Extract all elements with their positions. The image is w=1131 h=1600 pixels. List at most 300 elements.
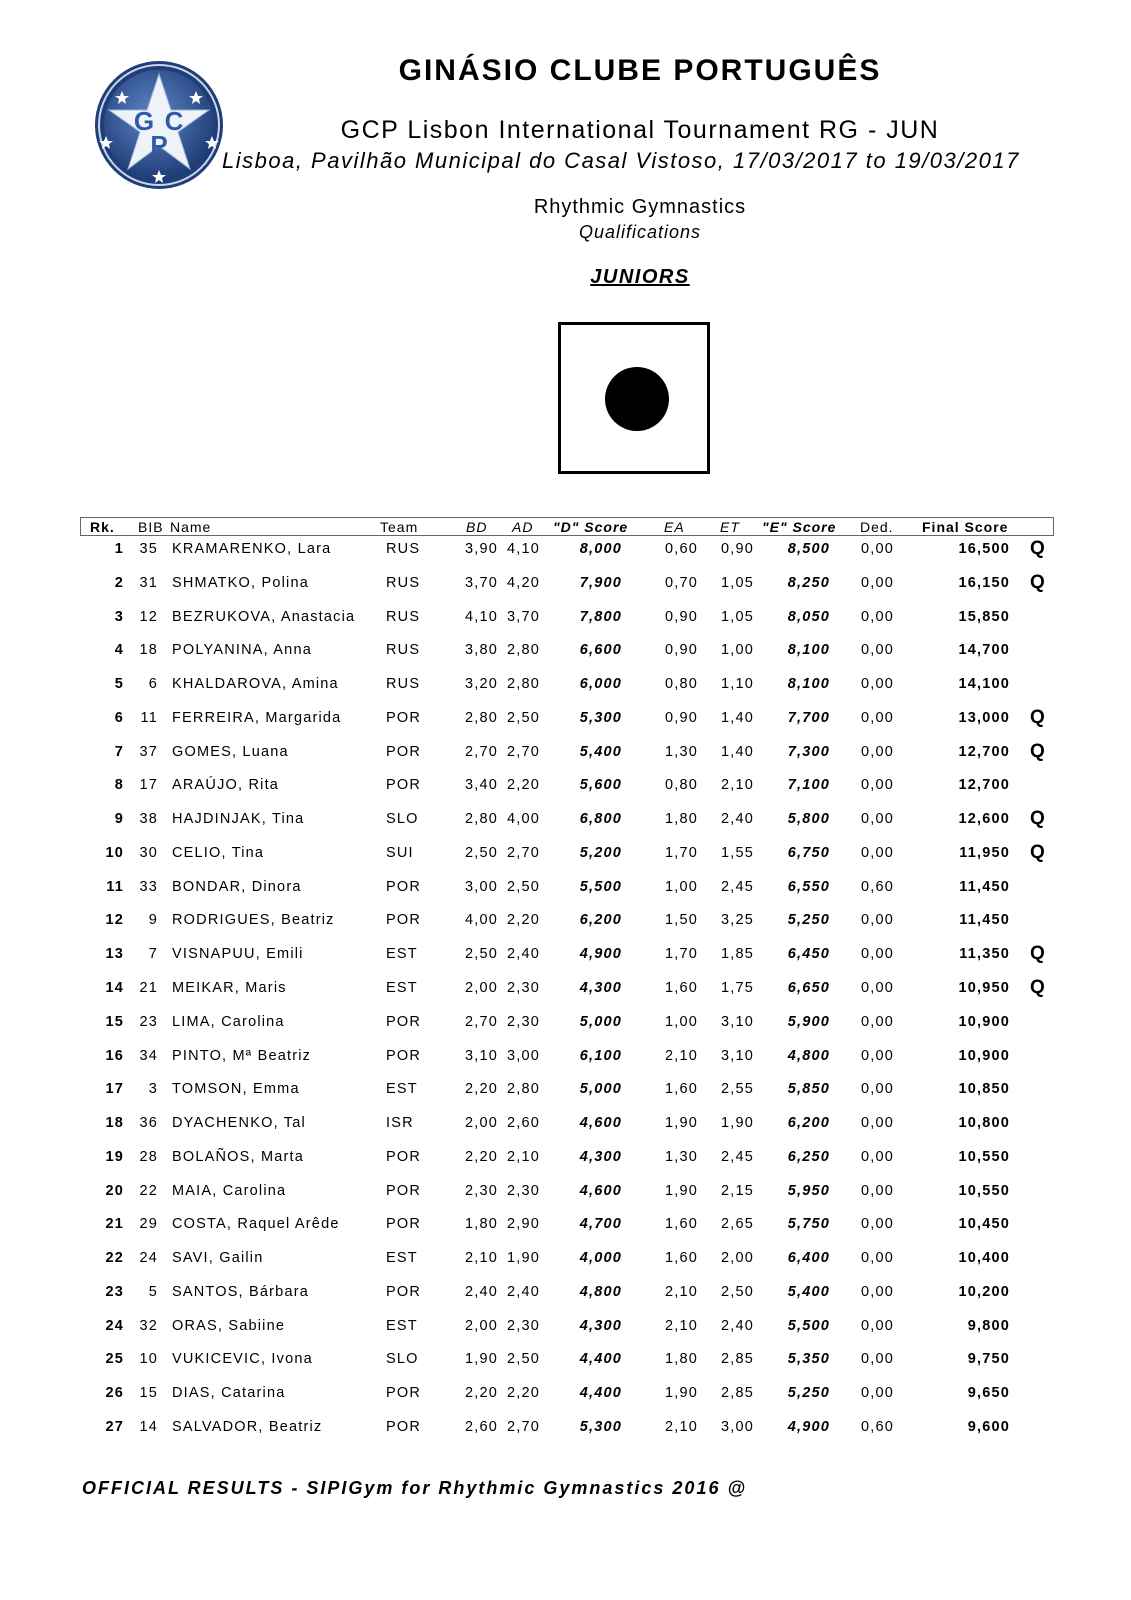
cell-rank: 11: [106, 878, 124, 895]
cell-final: 10,450: [958, 1216, 1010, 1233]
cell-bd: 3,20: [464, 676, 498, 693]
cell-d: 6,600: [579, 642, 622, 659]
col-d-score: "D" Score: [553, 519, 629, 535]
cell-ad: 2,20: [506, 1385, 540, 1402]
cell-ded: 0,00: [860, 1250, 894, 1267]
cell-bd: 2,80: [464, 811, 498, 828]
cell-name: VUKICEVIC, Ivona: [172, 1351, 313, 1368]
cell-ad: 4,20: [506, 574, 540, 591]
cell-d: 5,000: [579, 1013, 622, 1030]
cell-ea: 0,80: [664, 777, 698, 794]
cell-bib: 18: [139, 642, 158, 659]
cell-bib: 11: [140, 709, 158, 726]
cell-name: MEIKAR, Maris: [172, 980, 287, 996]
cell-ea: 1,60: [664, 1216, 698, 1233]
cell-bd: 2,50: [464, 946, 498, 963]
cell-ad: 2,60: [506, 1115, 540, 1132]
cell-name: SAVI, Gailin: [172, 1250, 264, 1267]
cell-rank: 24: [105, 1317, 124, 1334]
cell-ded: 0,00: [860, 1081, 894, 1098]
cell-bib: 36: [139, 1115, 158, 1132]
cell-rank: 26: [105, 1385, 124, 1402]
apparatus-box: [558, 322, 710, 474]
cell-ad: 2,90: [506, 1216, 540, 1233]
club-title: GINÁSIO CLUBE PORTUGUÊS: [398, 54, 882, 87]
cell-e: 5,250: [787, 1385, 830, 1402]
cell-final: 10,550: [958, 1182, 1010, 1199]
cell-e: 5,900: [787, 1013, 830, 1030]
cell-name: ARAÚJO, Rita: [172, 777, 280, 794]
cell-e: 5,750: [787, 1216, 830, 1233]
qualified-mark: Q: [1030, 977, 1045, 998]
col-e-score: "E" Score: [762, 519, 837, 535]
qualified-mark: Q: [1030, 706, 1045, 728]
cell-rank: 13: [105, 946, 124, 963]
col-et: ET: [720, 519, 740, 535]
cell-et: 2,50: [720, 1283, 754, 1300]
cell-final: 16,150: [958, 574, 1010, 591]
cell-rank: 8: [114, 777, 124, 794]
cell-final: 14,700: [958, 642, 1010, 659]
cell-bd: 3,40: [464, 777, 498, 794]
cell-d: 4,600: [579, 1182, 622, 1199]
cell-bib: 32: [139, 1317, 158, 1334]
cell-team: SUI: [386, 844, 414, 861]
cell-ad: 2,80: [506, 676, 540, 693]
cell-ad: 2,70: [506, 1419, 540, 1436]
cell-bd: 2,20: [464, 1385, 498, 1402]
cell-rank: 3: [114, 608, 124, 625]
cell-bib: 14: [139, 1419, 158, 1436]
cell-final: 10,850: [958, 1081, 1010, 1098]
cell-ded: 0,00: [860, 1182, 894, 1199]
cell-bd: 3,90: [464, 541, 498, 557]
col-ad: AD: [512, 519, 534, 535]
cell-d: 4,400: [579, 1385, 622, 1402]
cell-et: 1,40: [720, 743, 754, 760]
cell-e: 6,400: [787, 1250, 830, 1267]
cell-team: POR: [386, 1216, 422, 1233]
col-ea: EA: [664, 519, 685, 535]
cell-d: 4,300: [579, 980, 622, 996]
col-name: Name: [170, 519, 212, 535]
cell-final: 13,000: [958, 709, 1010, 726]
cell-final: 10,200: [958, 1283, 1010, 1300]
cell-final: 12,600: [958, 811, 1010, 828]
cell-d: 5,400: [579, 743, 622, 760]
cell-ea: 2,10: [664, 1283, 698, 1300]
col-ded: Ded.: [860, 519, 894, 535]
cell-name: SHMATKO, Polina: [172, 574, 309, 591]
cell-bib: 5: [148, 1283, 158, 1300]
cell-team: POR: [386, 1182, 422, 1199]
cell-bib: 23: [139, 1013, 158, 1030]
cell-d: 4,900: [579, 946, 622, 963]
cell-ad: 2,80: [506, 1081, 540, 1098]
cell-et: 2,00: [720, 1250, 754, 1267]
cell-et: 3,10: [720, 1013, 754, 1030]
cell-team: POR: [386, 1047, 422, 1064]
cell-ded: 0,00: [860, 777, 894, 794]
table-row: [0, 1047, 1131, 1080]
svg-text:C: C: [164, 106, 184, 136]
cell-ad: 2,30: [506, 1182, 540, 1199]
table-row: [0, 675, 1131, 708]
cell-bib: 28: [139, 1148, 158, 1165]
cell-ea: 0,90: [664, 709, 698, 726]
cell-e: 8,050: [787, 608, 830, 625]
cell-bd: 3,10: [464, 1047, 498, 1064]
cell-ded: 0,60: [860, 1419, 894, 1436]
table-row: [0, 810, 1131, 843]
cell-ea: 1,30: [664, 1148, 698, 1165]
cell-bd: 2,40: [464, 1283, 498, 1300]
cell-final: 16,500: [958, 541, 1010, 557]
cell-d: 4,600: [579, 1115, 622, 1132]
cell-ad: 4,10: [506, 541, 540, 557]
cell-e: 5,850: [787, 1081, 830, 1098]
table-row: [0, 540, 1131, 573]
cell-ded: 0,00: [860, 608, 894, 625]
cell-rank: 10: [105, 844, 124, 861]
cell-rank: 2: [114, 574, 124, 591]
cell-d: 5,300: [579, 1419, 622, 1436]
table-row: [0, 911, 1131, 944]
cell-rank: 4: [114, 642, 124, 659]
cell-et: 3,10: [720, 1047, 754, 1064]
venue-dates: Lisboa, Pavilhão Municipal do Casal Vistoso, 17/03/2017 to 19/03/2017: [222, 148, 1020, 173]
table-row: [0, 1249, 1131, 1282]
cell-et: 2,40: [720, 1317, 754, 1334]
cell-team: POR: [386, 912, 422, 929]
cell-name: KRAMARENKO, Lara: [172, 541, 332, 557]
qualified-mark: Q: [1030, 538, 1045, 559]
cell-ad: 2,30: [506, 1013, 540, 1030]
cell-e: 7,100: [787, 777, 830, 794]
cell-team: RUS: [386, 574, 421, 591]
col-bd: BD: [466, 519, 488, 535]
table-row: [0, 1148, 1131, 1181]
cell-bd: 2,00: [464, 980, 498, 996]
cell-rank: 27: [105, 1419, 124, 1436]
cell-team: POR: [386, 1283, 422, 1300]
svg-text:G: G: [133, 106, 155, 136]
cell-team: SLO: [386, 1351, 419, 1368]
cell-final: 14,100: [958, 676, 1010, 693]
cell-et: 2,45: [720, 1148, 754, 1165]
cell-ad: 2,40: [506, 946, 540, 963]
cell-bib: 37: [139, 743, 158, 760]
cell-ea: 0,90: [664, 608, 698, 625]
cell-team: RUS: [386, 541, 421, 557]
cell-name: TOMSON, Emma: [172, 1081, 300, 1098]
cell-rank: 6: [114, 709, 124, 726]
cell-team: EST: [386, 980, 418, 996]
cell-bd: 2,70: [464, 743, 498, 760]
cell-rank: 25: [105, 1351, 124, 1368]
cell-final: 10,400: [958, 1250, 1010, 1267]
cell-ad: 3,70: [506, 608, 540, 625]
cell-ad: 2,50: [506, 1351, 540, 1368]
cell-d: 5,200: [579, 844, 622, 861]
cell-et: 3,00: [720, 1419, 754, 1436]
cell-e: 6,250: [787, 1148, 830, 1165]
cell-et: 1,55: [720, 844, 754, 861]
cell-bib: 3: [148, 1081, 158, 1098]
cell-et: 1,90: [720, 1115, 754, 1132]
cell-d: 4,400: [579, 1351, 622, 1368]
footer: OFFICIAL RESULTS - SIPIGym for Rhythmic Gymnastics 2016 @: [82, 1478, 748, 1498]
table-row: [0, 1215, 1131, 1248]
cell-ded: 0,00: [860, 912, 894, 929]
cell-e: 5,350: [787, 1351, 830, 1368]
cell-bd: 1,90: [464, 1351, 498, 1368]
cell-team: RUS: [386, 676, 421, 693]
cell-final: 11,950: [959, 844, 1010, 861]
cell-d: 4,700: [579, 1216, 622, 1233]
cell-name: DIAS, Catarina: [172, 1385, 286, 1402]
qualified-mark: Q: [1030, 571, 1045, 593]
table-row: [0, 641, 1131, 674]
cell-name: ORAS, Sabiine: [172, 1317, 286, 1334]
col-rank: Rk.: [90, 519, 115, 535]
cell-e: 7,300: [787, 743, 830, 760]
cell-e: 4,900: [787, 1419, 830, 1436]
cell-ea: 2,10: [664, 1317, 698, 1334]
cell-bd: 4,00: [464, 912, 498, 929]
cell-d: 4,300: [579, 1317, 622, 1334]
cell-name: RODRIGUES, Beatriz: [172, 912, 335, 929]
cell-e: 4,800: [787, 1047, 830, 1064]
cell-d: 5,600: [579, 777, 622, 794]
cell-bd: 4,10: [464, 608, 498, 625]
col-team: Team: [380, 519, 419, 535]
cell-d: 6,100: [579, 1047, 622, 1064]
cell-rank: 7: [114, 743, 124, 760]
cell-d: 6,200: [579, 912, 622, 929]
cell-ded: 0,00: [860, 709, 894, 726]
cell-final: 9,600: [967, 1419, 1010, 1436]
table-row: [0, 1080, 1131, 1113]
table-row: [0, 1418, 1131, 1451]
cell-final: 11,350: [959, 946, 1010, 963]
cell-bd: 3,00: [464, 878, 498, 895]
cell-e: 8,250: [787, 574, 830, 591]
cell-bib: 34: [139, 1047, 158, 1064]
cell-team: SLO: [386, 811, 419, 828]
cell-rank: 20: [105, 1182, 124, 1199]
col-bib: BIB: [138, 519, 164, 535]
cell-name: SANTOS, Bárbara: [172, 1283, 310, 1300]
cell-ad: 2,50: [506, 709, 540, 726]
cell-ded: 0,60: [860, 878, 894, 895]
cell-final: 11,450: [959, 912, 1010, 929]
cell-e: 6,450: [787, 946, 830, 963]
phase: Qualifications: [578, 222, 702, 242]
cell-ded: 0,00: [860, 946, 894, 963]
table-row: [0, 571, 1131, 607]
cell-ded: 0,00: [860, 743, 894, 760]
cell-bib: 15: [139, 1385, 158, 1402]
cell-team: POR: [386, 743, 422, 760]
cell-bib: 31: [139, 574, 158, 591]
cell-bib: 24: [139, 1250, 158, 1267]
cell-bd: 3,70: [464, 574, 498, 591]
cell-bib: 30: [139, 844, 158, 861]
cell-name: BONDAR, Dinora: [172, 878, 302, 895]
cell-bib: 12: [139, 608, 158, 625]
cell-rank: 1: [114, 541, 124, 557]
cell-ded: 0,00: [860, 574, 894, 591]
cell-et: 1,40: [720, 709, 754, 726]
cell-team: POR: [386, 1419, 422, 1436]
table-row: [0, 1283, 1131, 1316]
cell-e: 5,950: [787, 1182, 830, 1199]
cell-bib: 6: [148, 676, 158, 693]
cell-ded: 0,00: [860, 980, 894, 996]
cell-ad: 2,10: [506, 1148, 540, 1165]
cell-bd: 2,20: [464, 1148, 498, 1165]
cell-rank: 12: [105, 912, 124, 929]
table-row: [0, 1013, 1131, 1046]
cell-d: 6,800: [579, 811, 622, 828]
cell-final: 10,550: [958, 1148, 1010, 1165]
cell-ded: 0,00: [860, 844, 894, 861]
cell-et: 2,85: [720, 1385, 754, 1402]
table-row: [0, 1317, 1131, 1350]
cell-rank: 18: [105, 1115, 124, 1132]
cell-final: 10,950: [958, 980, 1010, 996]
cell-e: 5,800: [787, 811, 830, 828]
cell-e: 8,500: [787, 541, 830, 557]
cell-bib: 29: [139, 1216, 158, 1233]
cell-e: 6,650: [787, 980, 830, 996]
gcp-logo: [92, 58, 226, 192]
cell-name: GOMES, Luana: [172, 743, 289, 760]
cell-ea: 1,30: [664, 743, 698, 760]
cell-name: FERREIRA, Margarida: [172, 709, 342, 726]
cell-team: POR: [386, 709, 422, 726]
cell-et: 1,10: [720, 676, 754, 693]
cell-team: EST: [386, 1317, 418, 1334]
cell-et: 3,25: [720, 912, 754, 929]
cell-ad: 4,00: [506, 811, 540, 828]
cell-ea: 1,90: [664, 1385, 698, 1402]
table-row: [0, 776, 1131, 809]
cell-rank: 14: [105, 980, 124, 996]
cell-ded: 0,00: [860, 1351, 894, 1368]
cell-team: POR: [386, 1013, 422, 1030]
cell-bd: 2,00: [464, 1115, 498, 1132]
cell-et: 1,75: [720, 980, 754, 996]
cell-team: ISR: [386, 1115, 414, 1132]
cell-bd: 1,80: [464, 1216, 498, 1233]
cell-ded: 0,00: [860, 811, 894, 828]
cell-ad: 3,00: [506, 1047, 540, 1064]
cell-name: MAIA, Carolina: [172, 1182, 287, 1199]
table-row: [0, 1350, 1131, 1383]
cell-e: 5,500: [787, 1317, 830, 1334]
cell-ea: 1,00: [664, 878, 698, 895]
cell-d: 5,300: [579, 709, 622, 726]
cell-e: 6,750: [787, 844, 830, 861]
cell-ded: 0,00: [860, 676, 894, 693]
cell-ea: 1,60: [664, 980, 698, 996]
table-row: [0, 878, 1131, 911]
cell-ea: 1,60: [664, 1250, 698, 1267]
cell-name: KHALDAROVA, Amina: [172, 676, 339, 693]
discipline: Rhythmic Gymnastics: [533, 196, 747, 218]
cell-ea: 1,00: [664, 1013, 698, 1030]
cell-name: POLYANINA, Anna: [172, 642, 312, 659]
cell-rank: 23: [105, 1283, 124, 1300]
cell-d: 4,300: [579, 1148, 622, 1165]
cell-rank: 19: [105, 1148, 124, 1165]
cell-et: 2,65: [720, 1216, 754, 1233]
cell-et: 1,05: [720, 574, 754, 591]
cell-name: LIMA, Carolina: [172, 1013, 285, 1030]
cell-ea: 0,60: [664, 541, 698, 557]
cell-final: 12,700: [958, 743, 1010, 760]
cell-team: EST: [386, 1081, 418, 1098]
cell-ad: 2,30: [506, 1317, 540, 1334]
cell-final: 10,900: [958, 1047, 1010, 1064]
cell-bib: 10: [139, 1351, 158, 1368]
cell-ded: 0,00: [860, 1013, 894, 1030]
cell-et: 2,85: [720, 1351, 754, 1368]
qualified-mark: Q: [1030, 808, 1045, 830]
cell-et: 0,90: [720, 541, 754, 557]
qualified-mark: Q: [1030, 943, 1045, 965]
cell-d: 4,000: [579, 1250, 622, 1267]
cell-bib: 33: [139, 878, 158, 895]
cell-team: POR: [386, 878, 422, 895]
cell-bd: 2,00: [464, 1317, 498, 1334]
cell-ded: 0,00: [860, 541, 894, 557]
cell-ea: 1,70: [664, 946, 698, 963]
cell-d: 8,000: [579, 541, 622, 557]
col-final: Final Score: [922, 519, 1009, 535]
cell-ded: 0,00: [860, 1047, 894, 1064]
cell-e: 5,250: [787, 912, 830, 929]
cell-name: CELIO, Tina: [172, 844, 265, 861]
cell-e: 5,400: [787, 1283, 830, 1300]
cell-d: 7,800: [579, 608, 622, 625]
cell-name: VISNAPUU, Emili: [172, 946, 304, 963]
cell-bd: 2,20: [464, 1081, 498, 1098]
table-row: [0, 945, 1131, 978]
table-row: [0, 740, 1131, 776]
cell-ea: 1,90: [664, 1182, 698, 1199]
cell-e: 8,100: [787, 642, 830, 659]
category: JUNIORS: [590, 266, 690, 288]
cell-rank: 17: [105, 1081, 124, 1098]
cell-et: 1,05: [720, 608, 754, 625]
svg-text:P: P: [150, 130, 168, 160]
cell-ea: 1,90: [664, 1115, 698, 1132]
cell-team: RUS: [386, 642, 421, 659]
cell-name: DYACHENKO, Tal: [172, 1115, 306, 1132]
cell-bd: 3,80: [464, 642, 498, 659]
table-row: [0, 1182, 1131, 1215]
cell-et: 2,55: [720, 1081, 754, 1098]
cell-e: 6,550: [787, 878, 830, 895]
cell-final: 12,700: [958, 777, 1010, 794]
cell-final: 9,650: [967, 1385, 1010, 1402]
cell-name: COSTA, Raquel Arêde: [172, 1216, 340, 1233]
cell-final: 10,900: [958, 1013, 1010, 1030]
cell-final: 11,450: [959, 878, 1010, 895]
